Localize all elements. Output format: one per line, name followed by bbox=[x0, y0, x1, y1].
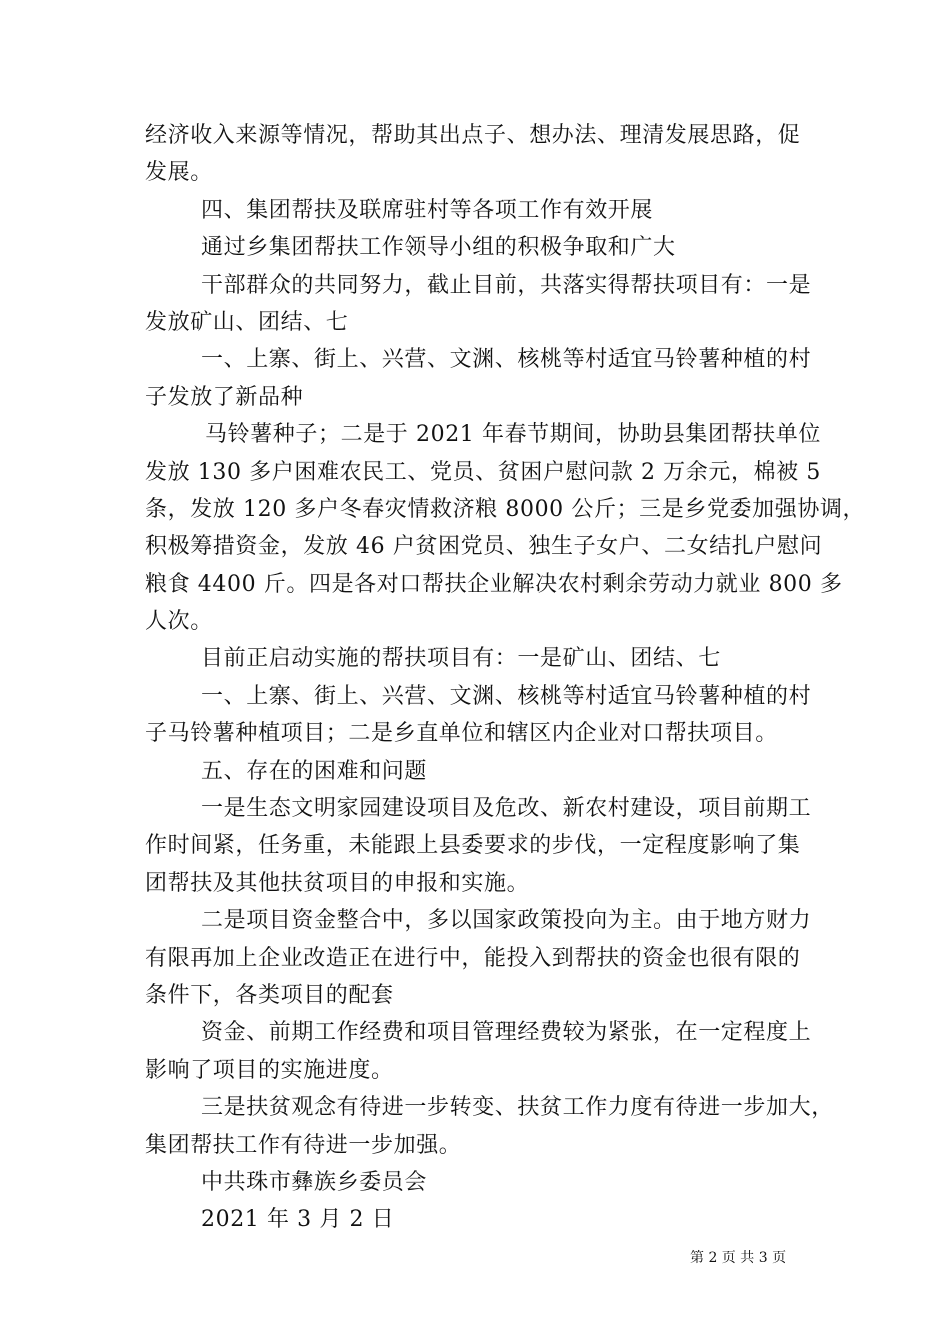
body-line-2: 发展。 bbox=[145, 160, 213, 186]
body-line-8: 子发放了新品种 bbox=[145, 384, 304, 410]
body-line-17: 子马铃薯种植项目；二是乡直单位和辖区内企业对口帮扶项目。 bbox=[145, 721, 778, 747]
body-line-22: 二是项目资金整合中，多以国家政策投向为主。由于地方财力 bbox=[201, 908, 812, 934]
body-line-28: 集团帮扶工作有待进一步加强。 bbox=[145, 1132, 462, 1158]
body-line-6: 发放矿山、团结、七 bbox=[145, 309, 349, 335]
body-line-25: 资金、前期工作经费和项目管理经费较为紧张，在一定程度上 bbox=[201, 1020, 812, 1046]
section-heading-5: 五、存在的困难和问题 bbox=[201, 758, 428, 784]
body-line-21: 团帮扶及其他扶贫项目的申报和实施。 bbox=[145, 870, 530, 896]
body-line-9: 马铃薯种子；二是于 2021 年春节期间，协助县集团帮扶单位 bbox=[205, 422, 821, 448]
body-line-10: 发放 130 多户困难农民工、党员、贫困户慰问款 2 万余元，棉被 5 bbox=[145, 459, 821, 485]
body-line-24: 条件下，各类项目的配套 bbox=[145, 982, 394, 1008]
body-line-4: 通过乡集团帮扶工作领导小组的积极争取和广大 bbox=[201, 235, 676, 261]
body-line-5: 干部群众的共同努力，截止目前，共落实得帮扶项目有：一是 bbox=[201, 272, 812, 298]
body-line-16: 一、上寨、街上、兴营、文渊、核桃等村适宜马铃薯种植的村 bbox=[201, 683, 812, 709]
body-line-11: 条，发放 120 多户冬春灾情救济粮 8000 公斤；三是乡党委加强协调， bbox=[145, 496, 866, 522]
section-heading-4: 四、集团帮扶及联席驻村等各项工作有效开展 bbox=[201, 197, 654, 223]
body-line-20: 作时间紧，任务重，未能跟上县委要求的步伐，一定程度影响了集 bbox=[145, 833, 801, 859]
body-line-23: 有限再加上企业改造正在进行中，能投入到帮扶的资金也很有限的 bbox=[145, 945, 801, 971]
body-line-7: 一、上寨、街上、兴营、文渊、核桃等村适宜马铃薯种植的村 bbox=[201, 347, 812, 373]
signature-date: 2021 年 3 月 2 日 bbox=[201, 1207, 395, 1233]
document-body bbox=[145, 117, 866, 1239]
page-number: 第 2 页 共 3 页 bbox=[690, 1250, 787, 1266]
body-line-13: 粮食 4400 斤。四是各对口帮扶企业解决农村剩余劳动力就业 800 多 bbox=[145, 571, 843, 597]
body-line-26: 影响了项目的实施进度。 bbox=[145, 1057, 394, 1083]
body-line-19: 一是生态文明家园建设项目及危改、新农村建设，项目前期工 bbox=[201, 796, 812, 822]
signature-organization: 中共珠市彝族乡委员会 bbox=[201, 1169, 428, 1195]
body-line-12: 积极筹措资金，发放 46 户贫困党员、独生子女户、二女结扎户慰问 bbox=[145, 534, 823, 560]
body-line-1: 经济收入来源等情况，帮助其出点子、想办法、理清发展思路，促 bbox=[145, 123, 801, 148]
body-line-15: 目前正启动实施的帮扶项目有：一是矿山、团结、七 bbox=[201, 646, 721, 672]
body-line-27: 三是扶贫观念有待进一步转变、扶贫工作力度有待进一步加大， bbox=[201, 1095, 834, 1121]
body-line-14: 人次。 bbox=[145, 609, 213, 635]
